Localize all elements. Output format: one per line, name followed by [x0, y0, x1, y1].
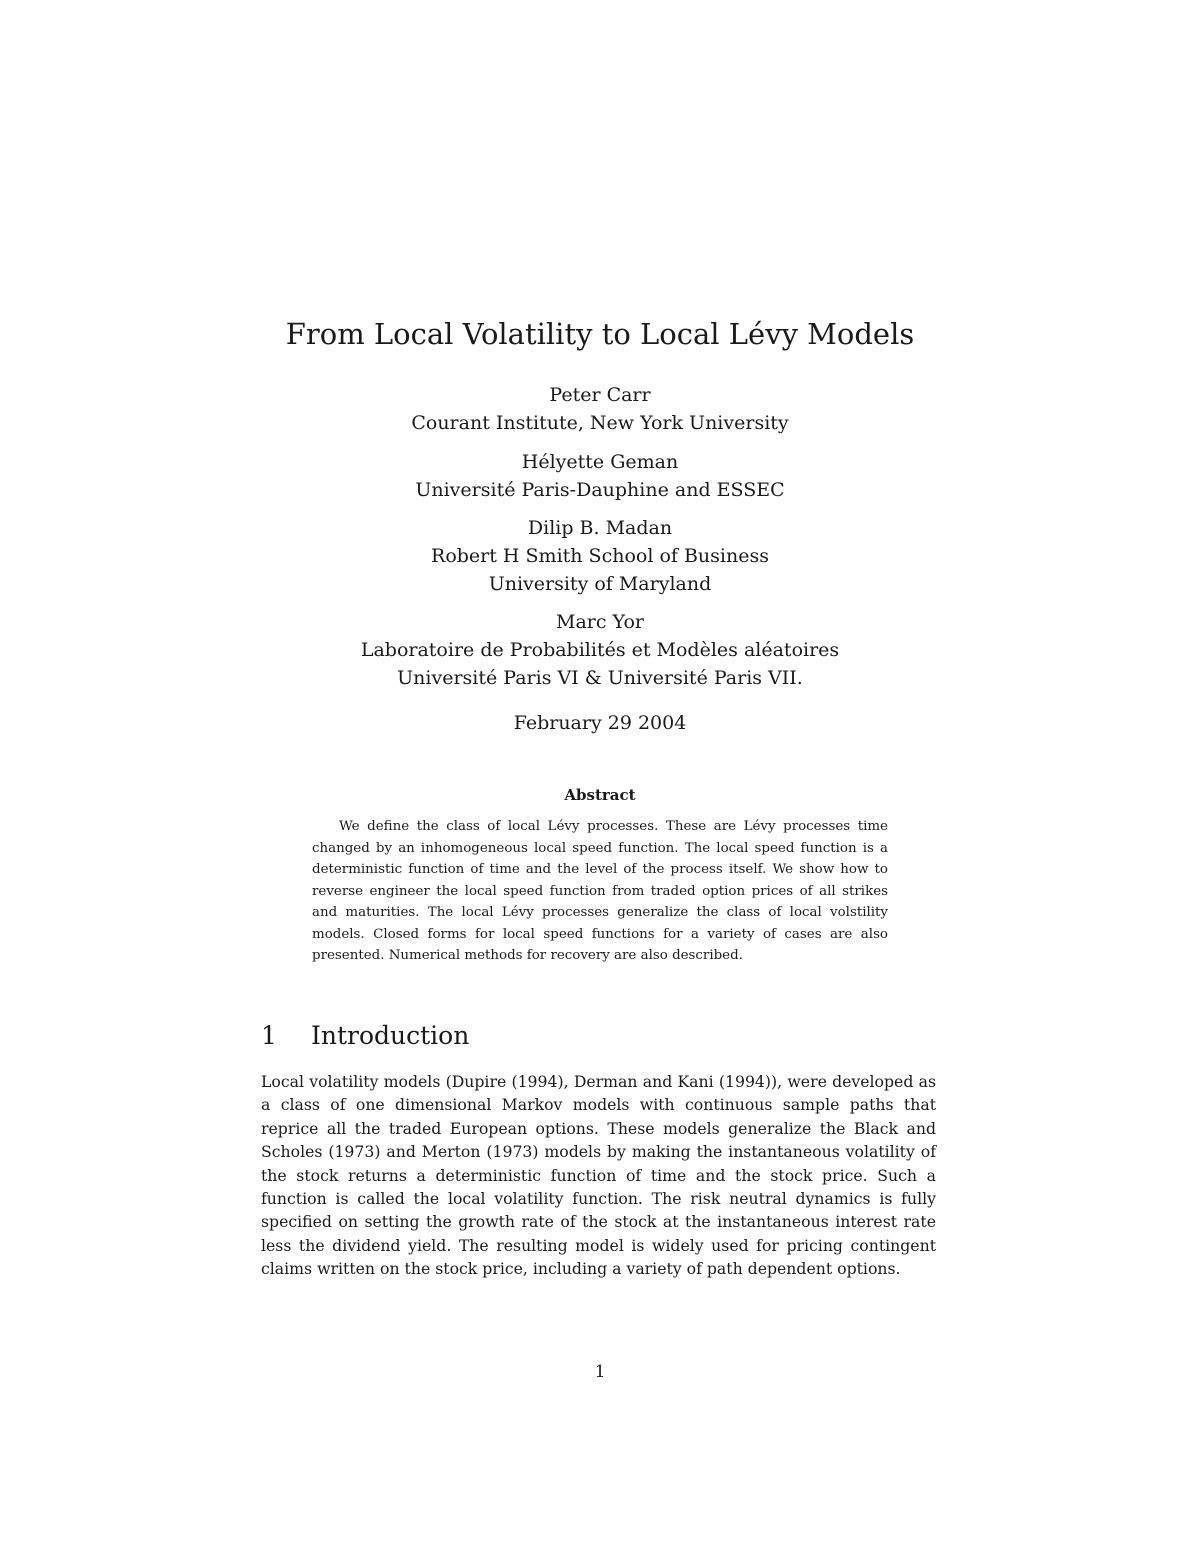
- page-number: 1: [594, 1362, 606, 1382]
- author-affiliation: Université Paris VI & Université Paris VII.: [397, 667, 803, 689]
- author-name: Peter Carr: [549, 384, 651, 406]
- author-name: Hélyette Geman: [521, 451, 679, 473]
- paper-title: From Local Volatility to Local Lévy Models: [285, 317, 915, 351]
- abstract-text: We define the class of local Lévy processes. These are Lévy processes time changed by an inhomogeneous local speed function. The local speed function is a deterministic function of time and the level of the process itself. We show how to reverse engineer the local speed function from traded option prices of all strikes and maturities. The local Lévy processes generalize the class of local volstility models. Closed forms for local speed functions for a variety of cases are also presented. Numerical methods for recovery are also described.: [312, 819, 888, 963]
- author-name: Marc Yor: [556, 611, 644, 633]
- author-affiliation: Courant Institute, New York University: [411, 412, 789, 434]
- abstract-heading: Abstract: [564, 786, 636, 804]
- author-affiliation: Université Paris-Dauphine and ESSEC: [415, 479, 785, 501]
- author-block: [0, 514, 1200, 598]
- section-number: 1: [261, 1021, 277, 1050]
- author-affiliation: Robert H Smith School of Business: [431, 545, 769, 567]
- author-affiliation: Laboratoire de Probabilités et Modèles aléatoires: [360, 639, 840, 661]
- section-title: Introduction: [311, 1021, 470, 1050]
- paper-date: February 29 2004: [513, 712, 687, 734]
- author-block: [0, 608, 1200, 692]
- section-paragraph: Local volatility models (Dupire (1994), Derman and Kani (1994)), were developed as a class of one dimensional Markov models with continuous sample paths that reprice all the traded European options. These models generalize the Black and Scholes (1973) and Merton (1973) models by making the instantaneous volatility of the stock returns a deterministic function of time and the stock price. Such a function is called the local volatility function. The risk neutral dynamics is fully specified on setting the growth rate of the stock at the instantaneous interest rate less the dividend yield. The resulting model is widely used for pricing contingent claims written on the stock price, including a variety of path dependent options.: [261, 1072, 936, 1279]
- author-name: Dilip B. Madan: [527, 517, 673, 539]
- section-heading: [261, 1018, 469, 1054]
- author-block: [0, 448, 1200, 504]
- author-affiliation: University of Maryland: [488, 573, 712, 595]
- author-block: [0, 381, 1200, 437]
